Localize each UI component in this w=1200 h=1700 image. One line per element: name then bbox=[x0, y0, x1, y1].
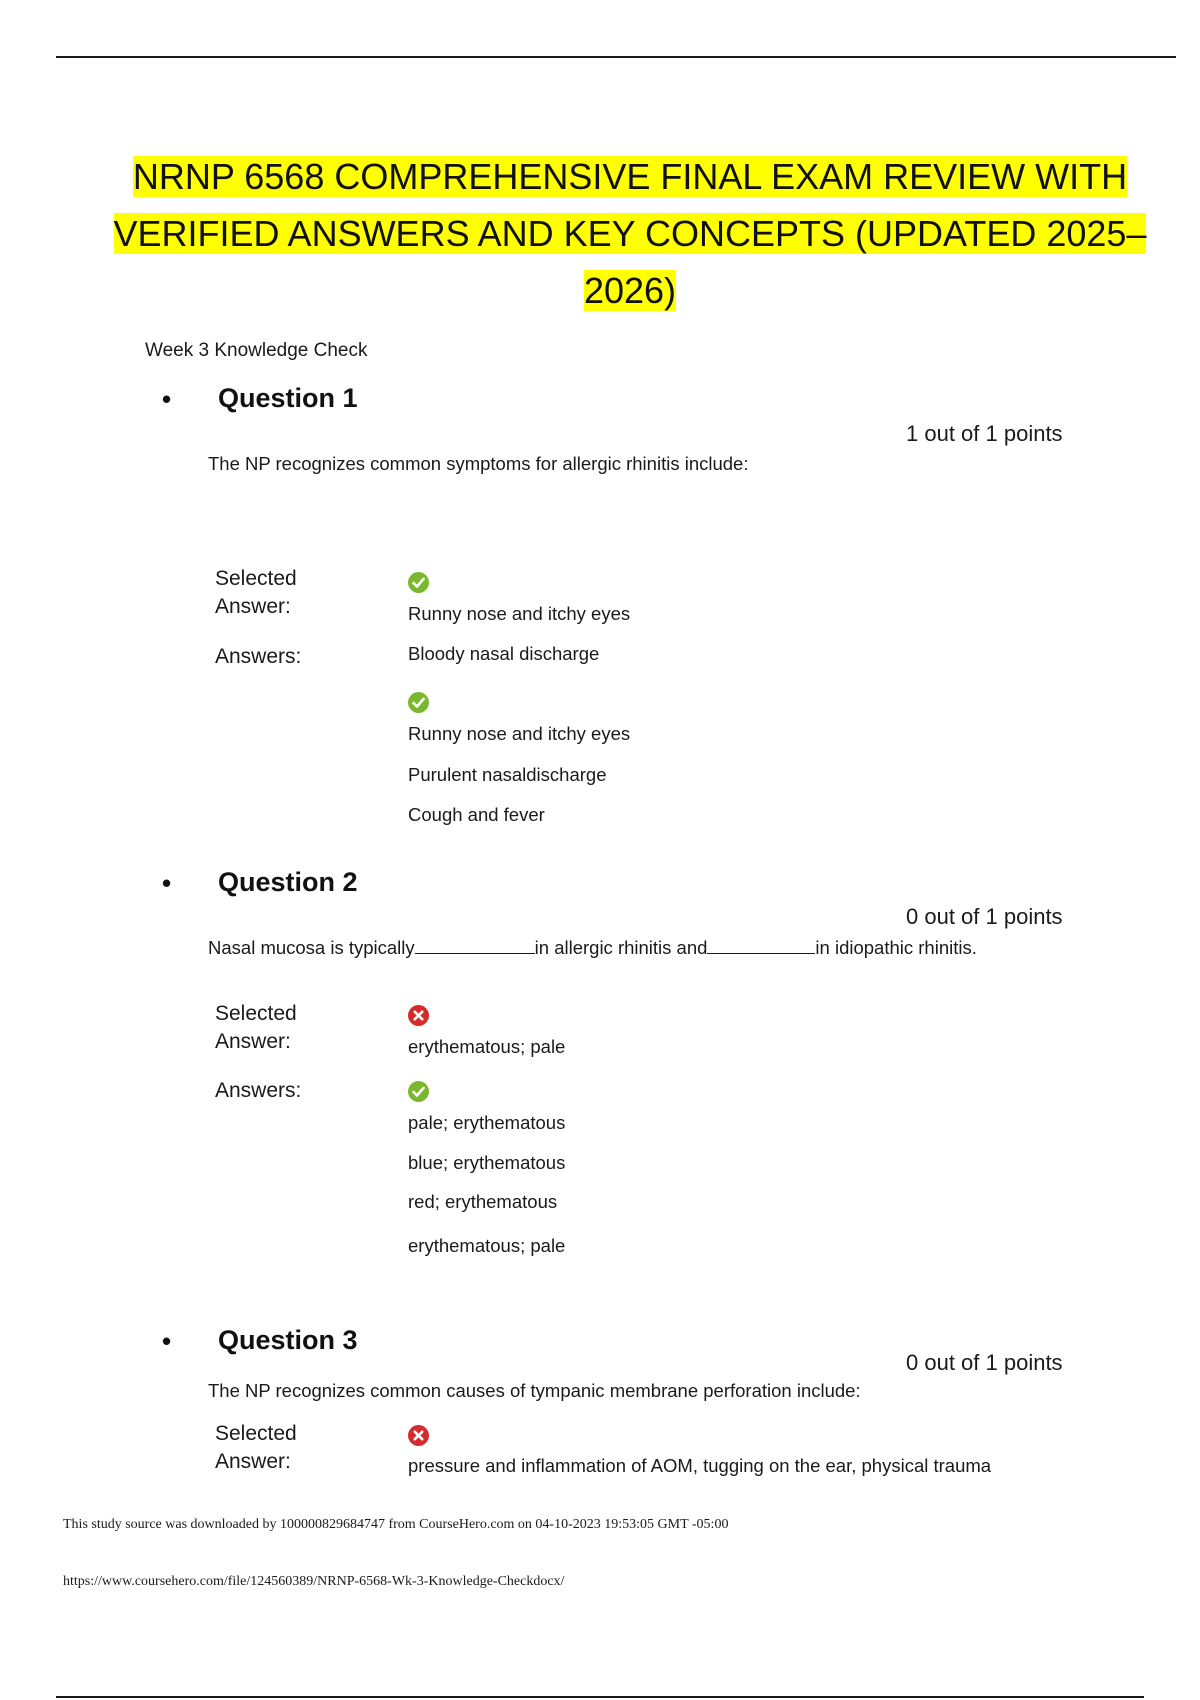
question-3-points: 0 out of 1 points bbox=[906, 1350, 1063, 1375]
question-2-answers-label: Answers: bbox=[215, 1079, 302, 1102]
question-1-answer-option-correct: Runny nose and itchy eyes bbox=[408, 723, 631, 744]
question-1-answer-option: Cough and fever bbox=[408, 804, 545, 825]
check-circle-icon bbox=[408, 692, 429, 713]
fill-in-blank bbox=[707, 935, 815, 954]
question-3-bullet: • bbox=[162, 1326, 172, 1356]
question-2-points: 0 out of 1 points bbox=[906, 904, 1063, 929]
document-title-block bbox=[100, 148, 1160, 319]
x-circle-icon bbox=[408, 1005, 429, 1026]
question-1-title: Question 1 bbox=[218, 383, 358, 413]
question-2-title: Question 2 bbox=[218, 867, 358, 897]
question-2-answer-option: blue; erythematous bbox=[408, 1152, 566, 1173]
question-1-points: 1 out of 1 points bbox=[906, 421, 1063, 446]
check-circle-icon bbox=[408, 572, 429, 593]
question-3-text: The NP recognizes common causes of tympanic membrane perforation include: bbox=[208, 1380, 861, 1401]
question-1-answers-label: Answers: bbox=[215, 645, 302, 668]
question-3-selected-label: Selected Answer: bbox=[215, 1422, 297, 1473]
question-2-selected-answer: erythematous; pale bbox=[408, 1036, 566, 1057]
question-1-answer-option: Purulent nasaldischarge bbox=[408, 764, 607, 785]
question-1-selected-answer: Runny nose and itchy eyes bbox=[408, 603, 631, 624]
question-3-title: Question 3 bbox=[218, 1325, 358, 1355]
x-circle-icon bbox=[408, 1425, 429, 1446]
question-2-selected-label: Selected Answer: bbox=[215, 1002, 297, 1053]
question-1-selected-label: Selected Answer: bbox=[215, 567, 297, 618]
check-circle-icon bbox=[408, 1081, 429, 1102]
question-2-bullet: • bbox=[162, 868, 172, 898]
question-2-answer-option-correct: pale; erythematous bbox=[408, 1112, 566, 1133]
question-3-selected-answer: pressure and inflammation of AOM, tugging on the ear, physical trauma bbox=[408, 1455, 992, 1476]
question-2-text: Nasal mucosa is typically in allergic rhinitis and in idiopathic rhinitis. bbox=[208, 937, 977, 958]
top-divider bbox=[56, 56, 1176, 58]
question-1-text: The NP recognizes common symptoms for allergic rhinitis include: bbox=[208, 453, 749, 474]
question-1-answer-option: Bloody nasal discharge bbox=[408, 643, 600, 664]
section-subtitle: Week 3 Knowledge Check bbox=[145, 340, 368, 361]
question-1-bullet: • bbox=[162, 384, 172, 414]
question-2-answer-option: erythematous; pale bbox=[408, 1235, 566, 1256]
fill-in-blank bbox=[415, 935, 535, 954]
download-notice: This study source was downloaded by 100000829684747 from CourseHero.com on 04-10-2023 19:53:05 GMT -05:00 bbox=[63, 1517, 729, 1532]
question-2-answer-option: red; erythematous bbox=[408, 1191, 558, 1212]
document-title: NRNP 6568 COMPREHENSIVE FINAL EXAM REVIEW WITH VERIFIED ANSWERS AND KEY CONCEPTS (UPDATED 2025–2026) bbox=[113, 156, 1147, 311]
bottom-divider bbox=[56, 1696, 1144, 1698]
source-url[interactable]: https://www.coursehero.com/file/124560389/NRNP-6568-Wk-3-Knowledge-Checkdocx/ bbox=[63, 1574, 565, 1589]
